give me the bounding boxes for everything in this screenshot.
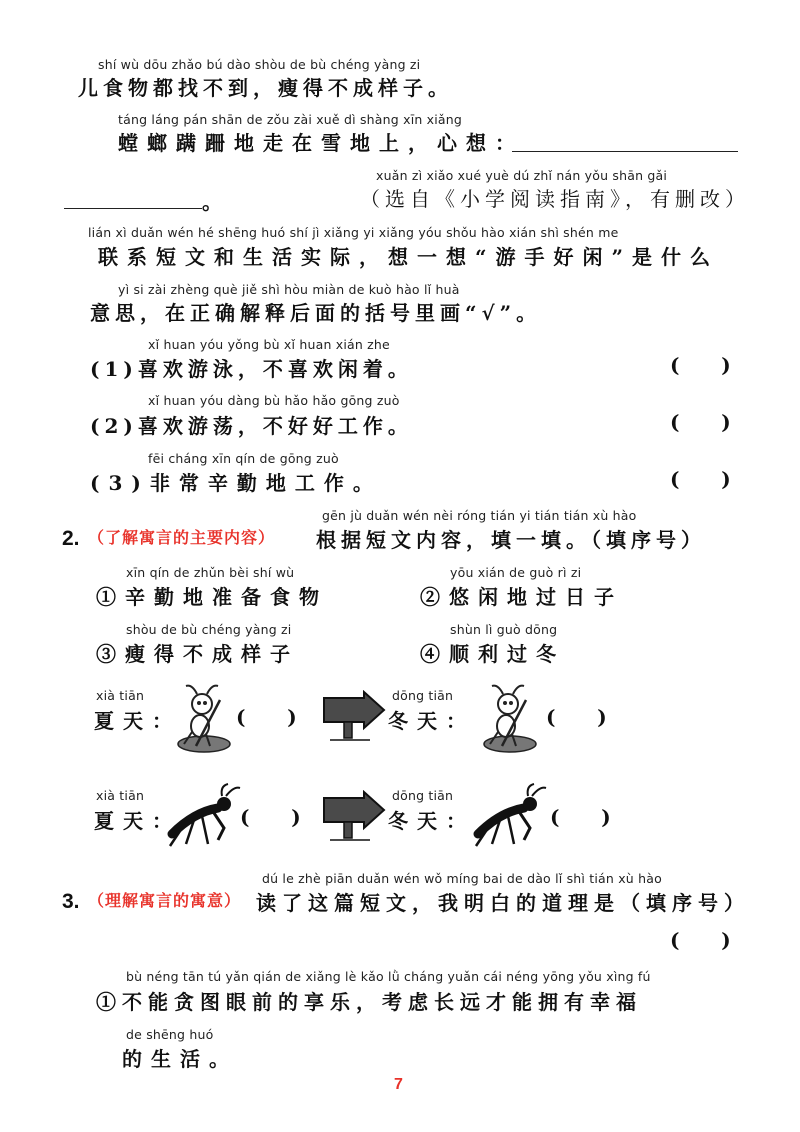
choice-4: ④顺利过冬 [420, 642, 565, 666]
choice-3: ③瘦得不成样子 [96, 642, 299, 666]
pinyin-line: yōu xián de guò rì zi [450, 565, 582, 580]
arrow-sign-icon [322, 690, 386, 742]
question-text: 读了这篇短文，我明白的道理是（填序号） [256, 891, 750, 915]
answer-bracket[interactable]: ( ) [670, 410, 731, 434]
option-1: (1)喜欢游泳，不喜欢闲着。 [90, 357, 413, 381]
pinyin-line: gēn jù duǎn wén nèi róng tián yi tián tián xù hào [322, 508, 637, 523]
pinyin-line: xǐ huan yóu yǒng bù xǐ huan xián zhe [148, 337, 390, 352]
choice-2: ②悠闲地过日子 [420, 585, 623, 609]
pinyin-line: dōng tiān [392, 688, 454, 703]
answer-blank-line[interactable] [512, 151, 738, 152]
passage-text: 。 [202, 190, 231, 214]
pinyin-line: bù néng tān tú yǎn qián de xiǎng lè kǎo lǜ cháng yuǎn cái néng yōng yǒu xìng fú [126, 969, 651, 984]
pinyin-line: xǐ huan yóu dàng bù hǎo hǎo gōng zuò [148, 393, 400, 408]
winter-label: 冬天： [388, 709, 475, 733]
pinyin-line: táng láng pán shān de zǒu zài xuě dì shàng xīn xiǎng [118, 112, 463, 127]
pinyin-line: shùn lì guò dōng [450, 622, 558, 637]
question-text: 联系短文和生活实际，想一想“游手好闲”是什么 [98, 245, 720, 269]
winter-label: 冬天： [388, 809, 475, 833]
question-text: 根据短文内容，填一填。（填序号） [316, 528, 706, 552]
pinyin-line: xià tiān [96, 788, 145, 803]
answer-bracket[interactable]: ( ) [546, 705, 607, 729]
passage-text: 螳螂蹒跚地走在雪地上，心想： [118, 131, 524, 155]
pinyin-line: fēi cháng xīn qín de gōng zuò [148, 451, 339, 466]
ant-icon [478, 682, 542, 754]
pinyin-line: de shēng huó [126, 1027, 214, 1042]
mantis-icon [164, 782, 242, 848]
pinyin-line: xuǎn zì xiǎo xué yuè dú zhǐ nán yǒu shān gǎi [376, 168, 668, 183]
option-2: (2)喜欢游荡，不好好工作。 [90, 414, 413, 438]
mantis-icon [470, 782, 548, 848]
pinyin-line: dú le zhè piān duǎn wén wǒ míng bai de dào lǐ shì tián xù hào [262, 871, 662, 886]
question-tag: （了解寓言的主要内容） [88, 528, 276, 547]
option-3: (3)非常辛勤地工作。 [90, 471, 382, 495]
answer-bracket[interactable]: ( ) [670, 928, 731, 952]
answer-bracket[interactable]: ( ) [236, 705, 297, 729]
pinyin-line: dōng tiān [392, 788, 454, 803]
pinyin-line: shòu de bù chéng yàng zi [126, 622, 292, 637]
answer-bracket[interactable]: ( ) [670, 353, 731, 377]
question-tag: （理解寓言的寓意） [88, 891, 242, 910]
pinyin-line: lián xì duǎn wén hé shēng huó shí jì xiǎng yi xiǎng yóu shǒu hào xián shì shén me [88, 225, 619, 240]
page-number: 7 [394, 1076, 403, 1093]
pinyin-line: xīn qín de zhǔn bèi shí wù [126, 565, 295, 580]
answer-bracket[interactable]: ( ) [550, 805, 611, 829]
q3-option-1: ①不能贪图眼前的享乐，考虑长远才能拥有幸福 [96, 990, 642, 1014]
summer-label: 夏天： [94, 709, 181, 733]
source-note: （选自《小学阅读指南》，有删改） [360, 187, 750, 211]
answer-bracket[interactable]: ( ) [670, 467, 731, 491]
pinyin-line: shí wù dōu zhǎo bú dào shòu de bù chéng yàng zi [98, 57, 421, 72]
arrow-sign-icon [322, 790, 386, 842]
passage-text: 儿食物都找不到，瘦得不成样子。 [78, 76, 453, 100]
pinyin-line: xià tiān [96, 688, 145, 703]
summer-label: 夏天： [94, 809, 181, 833]
q3-option-1-cont: 的生活。 [122, 1047, 238, 1071]
choice-1: ①辛勤地准备食物 [96, 585, 328, 609]
ant-icon [172, 682, 236, 754]
answer-blank-line[interactable] [64, 208, 202, 209]
answer-bracket[interactable]: ( ) [240, 805, 301, 829]
question-number: 3. [62, 890, 80, 913]
question-number: 2. [62, 527, 80, 550]
pinyin-line: yì si zài zhèng què jiě shì hòu miàn de kuò hào lǐ huà [118, 282, 460, 297]
question-text: 意思，在正确解释后面的括号里画“√”。 [90, 301, 542, 325]
